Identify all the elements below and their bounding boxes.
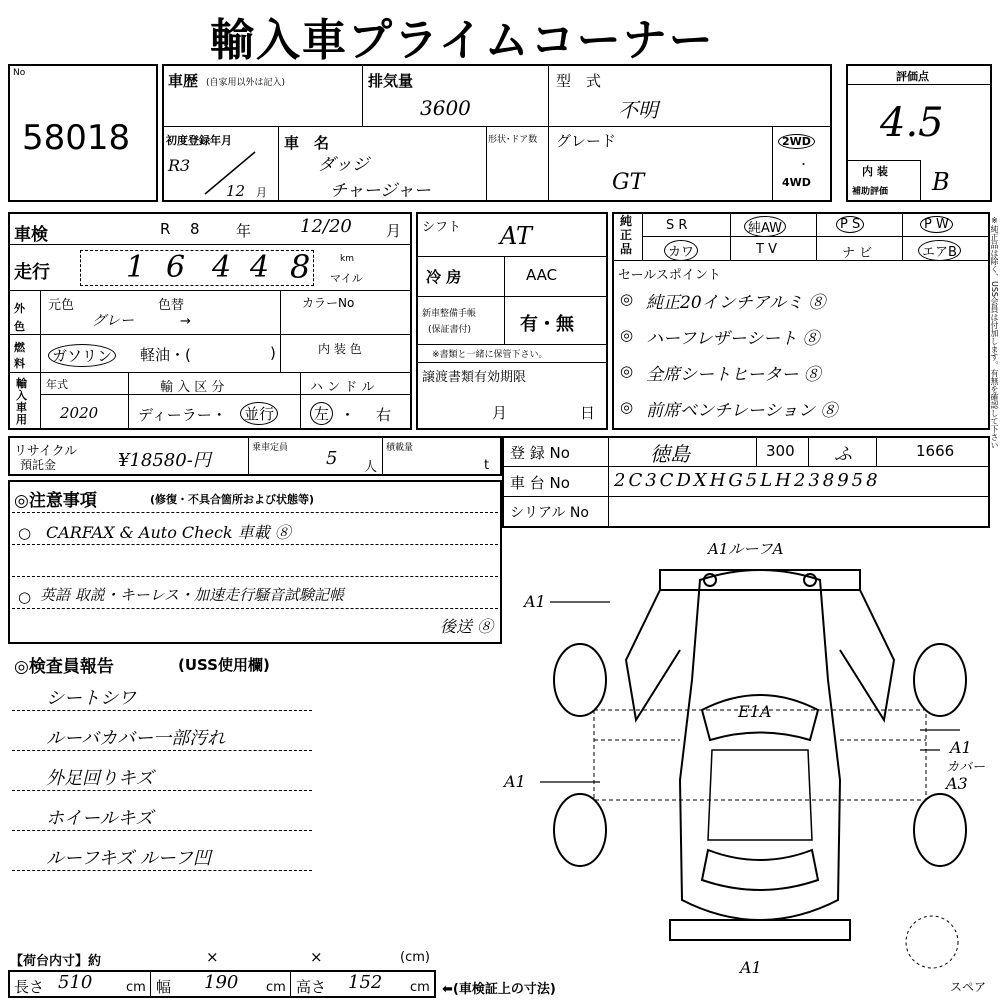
inspection-year: 8 [190,220,200,238]
side-note: ※純正品は除く、USS会員は付加します。有無を確認して下さい [990,216,999,450]
car-name-label: 車 名 [284,134,330,152]
notes-sub: (修復・不具合箇所および状態等) [150,493,315,506]
car-name-line1: ダッジ [318,155,369,175]
equip-aw: 純AW [744,216,786,237]
fuel-close: ) [270,344,276,362]
cargo-x1: × [206,948,219,966]
drive-2wd: 2WD [778,134,815,149]
diagram-label-a1-left-mid: A1 [504,772,526,791]
inspection-month-unit: 月 [386,222,402,240]
import-year-value: 2020 [60,404,99,422]
inspection-date: 12/20 [300,216,352,237]
fuel-gasoline: ガソリン [48,344,116,367]
inspector-item-1: シートシワ [46,688,136,709]
equip-pw: P W [920,216,953,233]
recycle-label-1: リサイクル [14,444,78,459]
sales-point-4: 前席ベンチレーション ⑧ [646,401,838,421]
exterior-orig-value: グレー [92,313,134,329]
fuel-side-label: 燃料 [14,341,25,370]
note-bullet-2: ○ [18,588,32,606]
cargo-unit: (cm) [400,950,430,965]
note-1: CARFAX & Auto Check 車載 ⑧ [46,523,291,542]
note-bullet-1: ○ [18,524,32,542]
transfer-label: 譲渡書類有効期限 [422,370,527,385]
first-reg-month-unit: 月 [256,186,267,199]
cargo-label: 【荷台内寸】約 [10,954,102,969]
shift-value: AT [500,222,533,250]
handle-label: ハ ン ド ル [310,380,375,395]
displacement-label: 排気量 [368,72,414,90]
drive-dot: ・ [798,158,809,171]
exterior-orig-label: 元色 [48,298,75,313]
registration-class: 300 [766,442,795,460]
registration-label: 登 録 No [510,444,570,462]
sales-point-2: ハーフレザーシート ⑧ [646,329,820,349]
diagram-label-cover: カバー [946,760,986,775]
cargo-x2: × [310,948,323,966]
inspector-item-2: ルーバカバー一部汚れ [46,728,226,749]
page-title: 輸入車プライムコーナー [210,15,715,66]
manual-label-2: (保証書付) [428,325,472,335]
lot-no-label: No [13,68,26,78]
inspector-item-3: 外足回りキズ [46,768,154,789]
sp-bullet-1: ◎ [620,290,634,308]
load-label: 積載量 [386,443,414,453]
length-value: 510 [58,972,93,993]
registration-region: 徳島 [650,442,690,466]
equip-sr: S R [666,218,688,233]
serial-label: シリアル No [510,505,589,521]
handle-dot: ・ [340,406,356,424]
notes-label: ◎注意事項 [14,491,97,511]
lot-number: 58018 [22,118,131,158]
ac-label: 冷 房 [426,268,462,286]
exterior-change-label: 色替 [158,298,185,313]
inspection-label: 車検 [14,225,48,245]
width-unit: cm [266,980,286,995]
diagram-label-a3: A3 [946,774,968,793]
shape-doors-label: 形状･ドア数 [488,135,538,145]
mileage-digit-4: 4 [250,250,270,285]
recycle-value: ¥18580-円 [118,450,211,471]
manual-value: 有・無 [520,314,574,335]
transfer-day-unit: 日 [580,404,596,422]
note-2: 英語 取説・キーレス・加速走行騒音試験記帳 [40,586,345,604]
diagram-label-a1-left-top: A1 [524,592,546,611]
note-3: 後送 ⑧ [440,617,494,636]
equip-ps: P S [836,216,864,233]
grade-value: GT [612,170,645,195]
chassis-value: 2C3CDXHG5LH238958 [614,470,881,491]
equipment-side-label: 純正品 [620,214,633,256]
import-parallel: 並行 [240,402,278,425]
color-no-label: カラーNo [302,296,355,310]
equip-tv: T V [756,242,777,257]
sales-point-1: 純正20インチアルミ ⑧ [646,293,826,313]
height-unit: cm [410,980,430,995]
import-type-value: ディーラー・ [138,406,227,424]
registration-kana: ふ [834,444,852,465]
mileage-digit-5: 8 [290,248,311,286]
model-label: 型 式 [556,72,602,90]
mileage-digit-2: 6 [166,250,186,285]
model-value: 不明 [618,98,658,122]
ac-value: AAC [526,266,558,284]
first-reg-month: 12 [226,182,246,200]
grade-label: グレード [556,132,617,150]
inspector-item-4: ホイールキズ [46,808,154,829]
score-value: 4.5 [880,100,944,146]
inspection-era: R [160,220,171,238]
sp-bullet-2: ◎ [620,326,634,344]
load-unit: t [484,458,490,473]
transfer-month-unit: 月 [492,404,508,422]
length-label: 長さ [14,978,45,996]
sp-bullet-3: ◎ [620,362,634,380]
diagram-label-center: E1A [738,702,772,721]
interior-value: B [932,168,950,196]
sales-point-3: 全席シートヒーター ⑧ [646,365,821,385]
shift-label: シフト [422,220,462,235]
height-value: 152 [348,972,383,993]
inspector-sub: (USS使用欄) [178,656,270,674]
import-side-label: 輸入車用 [16,377,27,426]
mileage-label: 走行 [14,262,50,283]
history-label: 車歴 [168,72,199,90]
fuel-diesel: 軽油・( [140,346,191,364]
car-diagram [540,540,980,970]
capacity-label: 乗車定員 [252,443,289,453]
length-unit: cm [126,980,146,995]
exterior-side-label: 外色 [14,302,25,333]
inspection-year-unit: 年 [236,222,252,240]
drive-4wd: 4WD [782,176,811,189]
import-type-label: 輸 入 区 分 [160,380,225,395]
lot-box [8,64,158,202]
recycle-label-2: 預託金 [20,458,57,472]
capacity-unit: 人 [364,460,378,475]
inspector-item-5: ルーフキズ ルーフ凹 [46,848,211,869]
handle-left: 左 [310,402,333,425]
import-year-label: 年式 [46,378,68,391]
equip-navi: ナ ビ [842,246,873,261]
sales-points-label: セールスポイント [618,268,721,283]
interior-color-label: 内 装 色 [318,342,362,356]
spare-label: スペア [950,980,987,994]
capacity-value: 5 [326,448,338,469]
handle-right: 右 [376,406,392,424]
equip-airbag: エアB [918,240,961,261]
equip-kawa: カワ [664,240,698,261]
width-value: 190 [204,972,239,993]
interior-label: 内 装 [862,165,888,178]
sp-bullet-4: ◎ [620,398,634,416]
mileage-unit-mile: マイル [330,272,363,285]
diagram-label-roof: A1ルーフA [708,540,784,558]
score-label: 評価点 [896,70,929,83]
history-note: (自家用以外は記入) [206,78,286,88]
registration-number: 1666 [916,442,955,460]
dims-note: ⬅(車検証上の寸法) [442,982,556,997]
mileage-digit-3: 4 [212,250,232,285]
displacement-value: 3600 [420,96,471,120]
first-reg-label: 初度登録年月 [166,134,232,147]
car-name-line2: チャージャー [330,181,431,201]
manual-label-1: 新車整備手帳 [422,309,477,319]
exterior-arrow: → [180,314,191,329]
diagram-label-a1-right: A1 [950,738,972,757]
manual-note: ※書類と一緒に保管下さい。 [432,350,548,360]
diagram-label-a1-bottom: A1 [740,958,762,977]
interior-sub: 補助評価 [852,187,889,197]
mileage-digit-1: 1 [126,250,146,285]
chassis-label: 車 台 No [510,474,570,492]
height-label: 高さ [296,978,327,996]
width-label: 幅 [156,978,172,996]
inspector-label: ◎検査員報告 [14,657,114,677]
mileage-unit-km: km [340,254,354,264]
first-reg-year: R3 [168,156,191,175]
